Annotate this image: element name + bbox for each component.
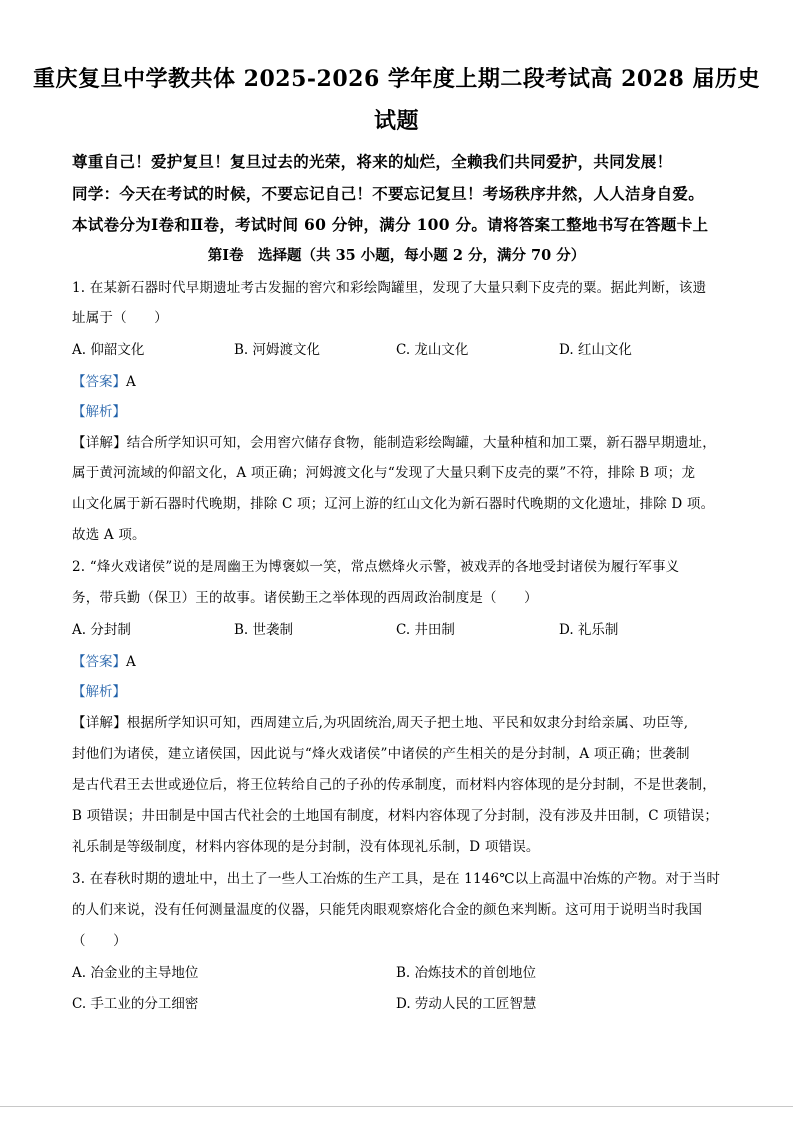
section-title: 第Ⅰ卷 选择题（共 35 小题，每小题 2 分，满分 70 分） <box>207 247 586 264</box>
option-b: B. 冶炼技术的首创地位 <box>396 965 537 981</box>
question-stem-line: 3. 在春秋时期的遗址中，出土了一些人工冶炼的生产工具，是在 1146℃以上高温中冶炼的产物。对于当时 <box>72 871 721 887</box>
option-d: D. 劳动人民的工匠智慧 <box>396 996 537 1012</box>
answer-row <box>72 650 136 670</box>
detail-line: B 项错误；井田制是中国古代社会的土地国有制度，材料内容体现了分封制，没有涉及井田制，C 项错误； <box>72 808 719 824</box>
detail-line: 属于黄河流域的仰韶文化，A 项正确；河姆渡文化与“发现了大量只剩下皮壳的粟”不符，排除 B 项；龙 <box>72 465 696 481</box>
answer-value: A <box>126 654 136 670</box>
detail-line: 礼乐制是等级制度，材料内容体现的是分封制，没有体现礼乐制，D 项错误。 <box>72 839 540 855</box>
exam-notice: 本试卷分为Ⅰ卷和Ⅱ卷，考试时间 60 分钟，满分 100 分。请将答案工整地书写在答题卡上 <box>72 215 709 234</box>
analysis-label: 【解析】 <box>72 684 126 700</box>
question-stem-line: 2. “烽火戏诸侯”说的是周幽王为博褒姒一笑，常点燃烽火示警，被戏弄的各地受封诸侯为履行军事义 <box>72 559 680 575</box>
detail-line: 【详解】结合所学知识可知，会用窖穴储存食物，能制造彩绘陶罐，大量种植和加工粟，新石器早期遗址， <box>72 435 716 451</box>
question-stem-line: 的人们来说，没有任何测量温度的仪器，只能凭肉眼观察熔化合金的颜色来判断。这可用于说明当时我国 <box>72 902 703 918</box>
option-a: A. 分封制 <box>72 622 131 638</box>
option-d: D. 礼乐制 <box>559 622 619 638</box>
school-motto-2: 同学：今天在考试的时候，不要忘记自己！不要忘记复旦！考场秩序井然，人人洁身自爱。 <box>72 184 705 203</box>
detail-line: 故选 A 项。 <box>72 527 146 543</box>
option-d: D. 红山文化 <box>559 342 632 358</box>
option-a: A. 仰韶文化 <box>72 342 145 358</box>
option-c: C. 龙山文化 <box>396 342 469 358</box>
answer-label: 【答案】 <box>72 374 126 390</box>
detail-line: 【详解】根据所学知识可知，西周建立后,为巩固统治,周天子把土地、平民和奴隶分封给亲属、功臣等, <box>72 715 689 731</box>
exam-title-line2: 试题 <box>373 108 419 134</box>
detail-line: 是古代君王去世或逊位后，将王位转给自己的子孙的传承制度，而材料内容体现的是分封制，不是世袭制， <box>72 777 716 793</box>
question-stem-line: 务，带兵勤（保卫）王的故事。诸侯勤王之举体现的西周政治制度是（ ） <box>72 590 538 606</box>
option-b: B. 世袭制 <box>234 622 294 638</box>
answer-value: A <box>126 374 136 390</box>
answer-row <box>72 370 136 390</box>
footer-divider <box>0 1106 793 1107</box>
answer-label: 【答案】 <box>72 654 126 670</box>
exam-title-line1: 重庆复旦中学教共体 2025-2026 学年度上期二段考试高 2028 届历史 <box>33 66 760 92</box>
question-stem-line: 址属于（ ） <box>72 310 168 326</box>
option-c: C. 手工业的分工细密 <box>72 996 199 1012</box>
analysis-label: 【解析】 <box>72 404 126 420</box>
question-stem-line: （ ） <box>72 933 127 949</box>
question-stem-line: 1. 在某新石器时代早期遗址考古发掘的窖穴和彩绘陶罐里，发现了大量只剩下皮壳的粟。据此判断，该遗 <box>72 280 707 296</box>
option-a: A. 冶金业的主导地位 <box>72 965 199 981</box>
detail-line: 封他们为诸侯，建立诸侯国，因此说与“烽火戏诸侯”中诸侯的产生相关的是分封制，A 项正确；世袭制 <box>72 746 690 762</box>
school-motto-1: 尊重自己！爱护复旦！复旦过去的光荣，将来的灿烂，全赖我们共同爱护，共同发展！ <box>72 152 673 171</box>
option-b: B. 河姆渡文化 <box>234 342 321 358</box>
option-c: C. 井田制 <box>396 622 455 638</box>
detail-line: 山文化属于新石器时代晚期，排除 C 项；辽河上游的红山文化为新石器时代晚期的文化遗址，排除 D 项。 <box>72 496 715 512</box>
